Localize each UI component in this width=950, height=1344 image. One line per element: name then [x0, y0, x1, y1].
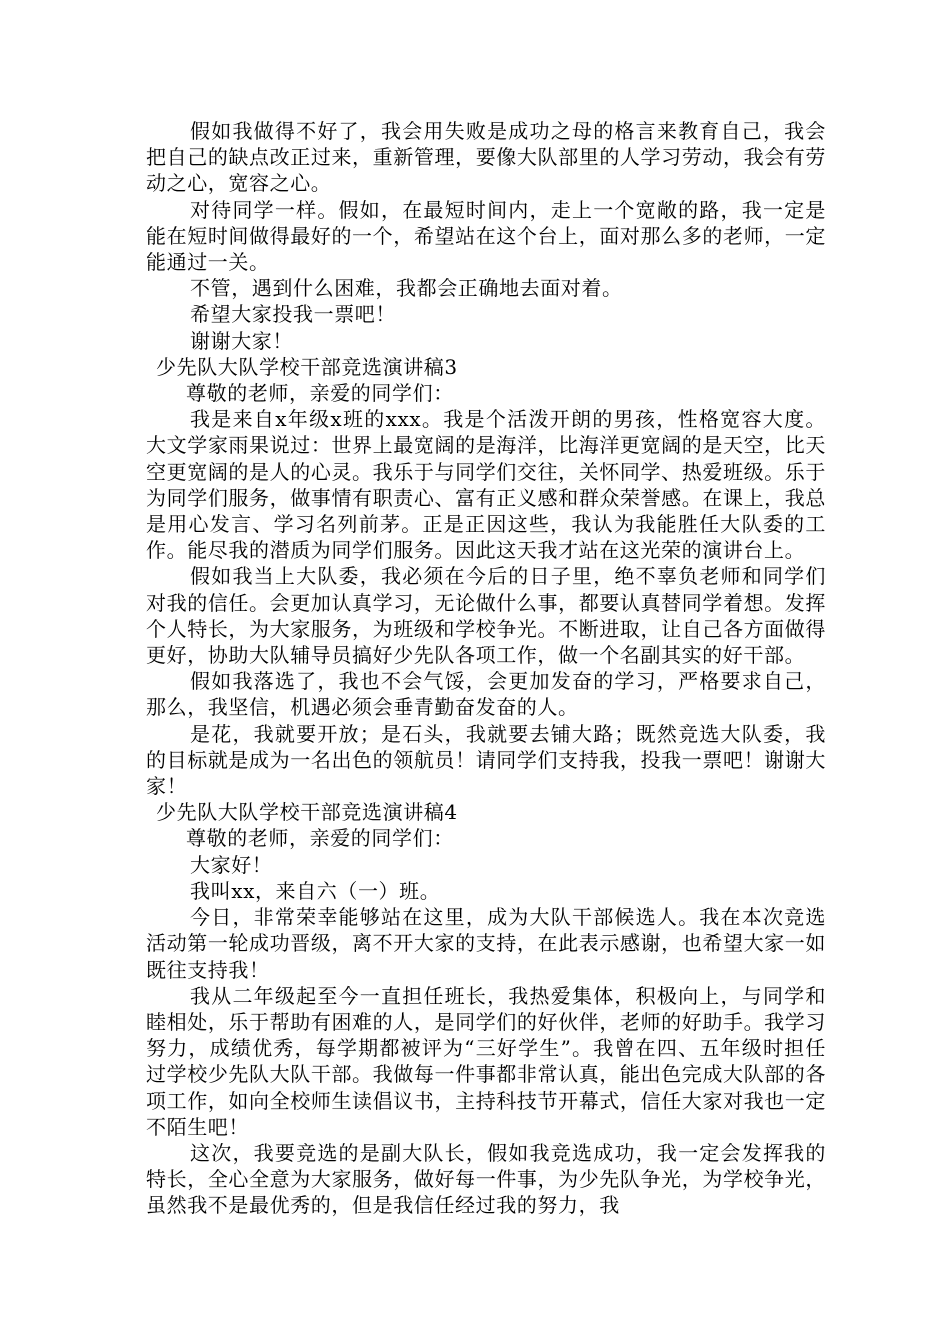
paragraph: 希望大家投我一票吧！	[190, 302, 396, 327]
paragraph: 我从二年级起至今一直担任班长，我热爱集体，积极向上，与同学和睦相处，乐于帮助有困难的人，是同学们的好伙伴，老师的好助手。我学习努力，成绩优秀，每学期都被评为“三好学生”。我曾在四、五年级时担任过学校少先队大队干部。我做每一件事都非常认真，能出色完成大队部的各项工作，如向全校师生读倡议书，主持科技节开幕式，信任大家对我也一定不陌生吧！	[146, 983, 826, 1139]
paragraph: 谢谢大家！	[190, 328, 293, 353]
paragraph: 对待同学一样。假如，在最短时间内，走上一个宽敞的路，我一定是能在短时间做得最好的一个，希望站在这个台上，面对那么多的老师，一定能通过一关。	[146, 197, 826, 275]
paragraph: 假如我当上大队委，我必须在今后的日子里，绝不辜负老师和同学们对我的信任。会更加认真学习，无论做什么事，都要认真替同学着想。发挥个人特长，为大家服务，为班级和学校争光。不断进取，让自己各方面做得更好，协助大队辅导员搞好少先队各项工作，做一个名副其实的好干部。	[146, 564, 826, 668]
paragraph: 这次，我要竞选的是副大队长，假如我竞选成功，我一定会发挥我的特长，全心全意为大家服务，做好每一件事，为少先队争光，为学校争光，虽然我不是最优秀的，但是我信任经过我的努力，我	[146, 1140, 826, 1218]
section-heading: 少先队大队学校干部竞选演讲稿4	[156, 800, 458, 825]
paragraph: 我叫xx，来自六（一）班。	[190, 878, 441, 903]
paragraph: 大家好！	[190, 852, 273, 877]
paragraph: 假如我落选了，我也不会气馁，会更加发奋的学习，严格要求自己，那么，我坚信，机遇必须会垂青勤奋发奋的人。	[146, 669, 826, 720]
paragraph: 今日，非常荣幸能够站在这里，成为大队干部候选人。我在本次竞选活动第一轮成功晋级，离不开大家的支持，在此表示感谢，也希望大家一如既往支持我！	[146, 905, 826, 982]
paragraph: 是花，我就要开放；是石头，我就要去铺大路；既然竞选大队委，我的目标就是成为一名出色的领航员！请同学们支持我，投我一票吧！谢谢大家！	[146, 721, 826, 799]
salutation: 尊敬的老师，亲爱的同学们：	[186, 826, 454, 851]
section-heading: 少先队大队学校干部竞选演讲稿3	[156, 354, 458, 379]
paragraph: 我是来自x年级x班的xxx。我是个活泼开朗的男孩，性格宽容大度。大文学家雨果说过：世界上最宽阔的是海洋，比海洋更宽阔的是天空，比天空更宽阔的是人的心灵。我乐于与同学们交往，关怀同学、热爱班级。乐于为同学们服务，做事情有职责心、富有正义感和群众荣誉感。在课上，我总是用心发言、学习名列前茅。正是正因这些，我认为我能胜任大队委的工作。能尽我的潜质为同学们服务。因此这天我才站在这光荣的演讲台上。	[146, 407, 826, 563]
paragraph: 不管，遇到什么困难，我都会正确地去面对着。	[190, 276, 623, 301]
paragraph: 假如我做得不好了，我会用失败是成功之母的格言来教育自己，我会把自己的缺点改正过来，重新管理，要像大队部里的人学习劳动，我会有劳动之心，宽容之心。	[146, 119, 826, 196]
document-body	[146, 118, 826, 1219]
salutation: 尊敬的老师，亲爱的同学们：	[186, 381, 454, 406]
